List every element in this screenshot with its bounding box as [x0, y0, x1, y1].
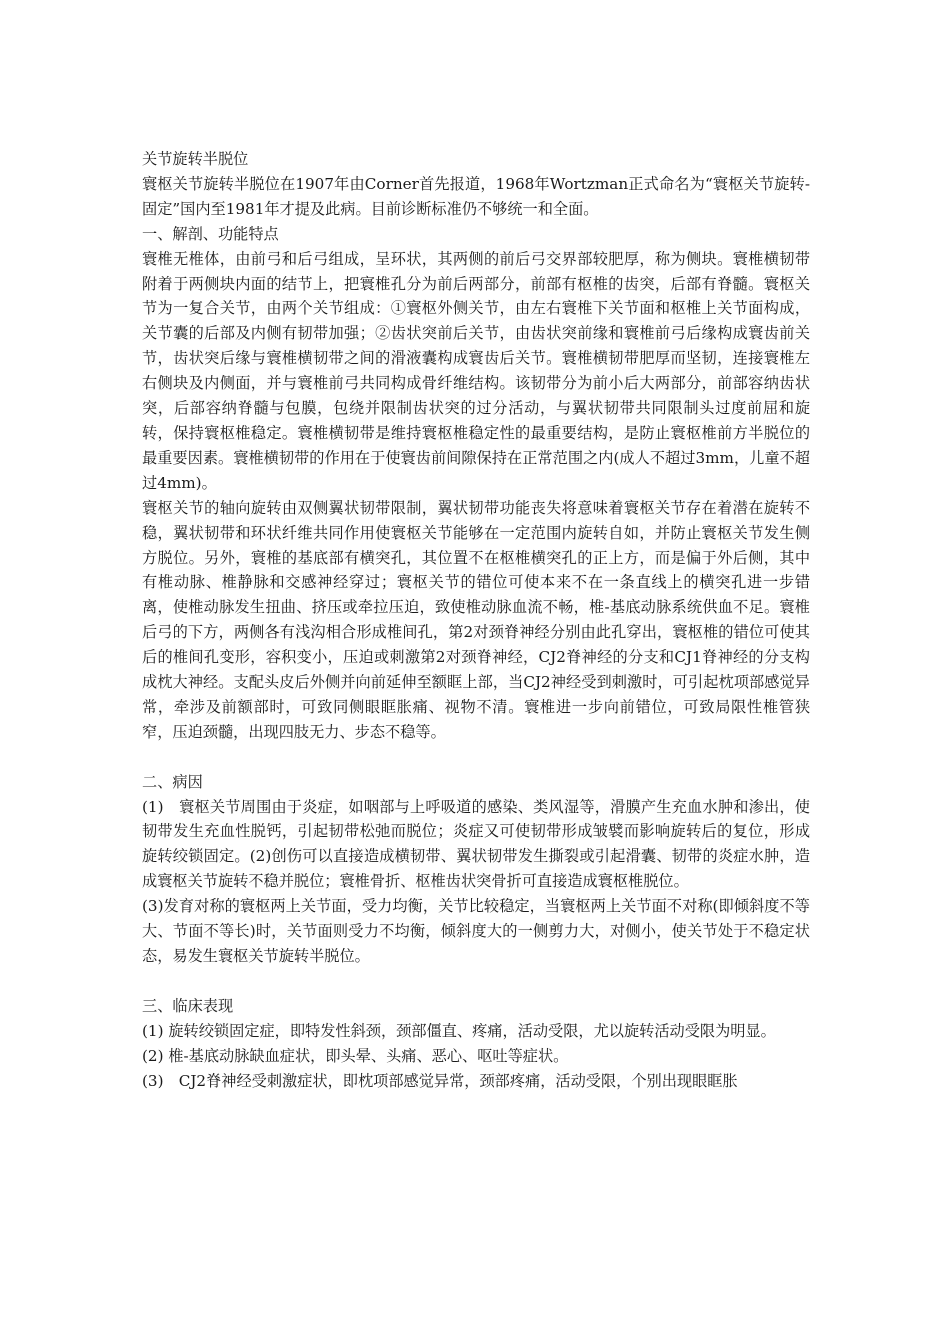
document-page	[142, 147, 810, 1093]
section3-item: (1) 旋转绞锁固定症，即特发性斜颈，颈部僵直、疼痛，活动受限，尤以旋转活动受限为明显。	[142, 1021, 776, 1040]
section1-paragraph: 寰枢关节的轴向旋转由双侧翼状韧带限制，翼状韧带功能丧失将意味着寰枢关节存在着潜在旋转不稳，翼状韧带和环状纤维共同作用使寰枢关节能够在一定范围内旋转自如，并防止寰枢关节发生侧方脱位。另外，寰椎的基底部有横突孔，其位置不在枢椎横突孔的正上方，而是偏于外后侧，其中有椎动脉、椎静脉和交感神经穿过；寰枢关节的错位可使本来不在一条直线上的横突孔进一步错离，使椎动脉发生扭曲、挤压或牵拉压迫，致使椎动脉血流不畅，椎-基底动脉系统供血不足。寰椎后弓的下方，两侧各有浅沟相合形成椎间孔，第2对颈脊神经分别由此孔穿出，寰枢椎的错位可使其后的椎间孔变形，容积变小，压迫或刺激第2对颈脊神经，CJ2脊神经的分支和CJ1脊神经的分支构成枕大神经。支配头皮后外侧并向前延伸至额眶上部，当CJ2神经受到刺激时，可引起枕项部感觉异常，牵涉及前额部时，可致同侧眼眶胀痛、视物不清。寰椎进一步向前错位，可致局限性椎管狭窄，压迫颈髓，出现四肢无力、步态不稳等。	[142, 498, 810, 741]
blank-line	[142, 745, 810, 770]
section3-heading: 三、临床表现	[142, 996, 234, 1015]
section3-item: (2) 椎-基底动脉缺血症状，即头晕、头痛、恶心、呕吐等症状。	[142, 1046, 569, 1065]
intro-paragraph: 寰枢关节旋转半脱位在1907年由Corner首先报道，1968年Wortzman正式命名为“寰枢关节旋转-固定”国内至1981年才提及此病。目前诊断标准仍不够统一和全面。	[142, 174, 810, 218]
section3-item: (3) CJ2脊神经受刺激症状，即枕项部感觉异常，颈部疼痛，活动受限，个别出现眼眶胀	[142, 1071, 738, 1090]
section2-paragraph: (1) 寰枢关节周围由于炎症，如咽部与上呼吸道的感染、类风湿等，滑膜产生充血水肿和渗出，使韧带发生充血性脱钙，引起韧带松弛而脱位；炎症又可使韧带形成皱襞而影响旋转后的复位，形成旋转绞锁固定。(2)创伤可以直接造成横韧带、翼状韧带发生撕裂或引起滑囊、韧带的炎症水肿，造成寰枢关节旋转不稳并脱位；寰椎骨折、枢椎齿状突骨折可直接造成寰枢椎脱位。	[142, 797, 810, 891]
document-title: 关节旋转半脱位	[142, 150, 249, 168]
section2-heading: 二、病因	[142, 772, 203, 791]
section1-heading: 一、解剖、功能特点	[142, 224, 279, 243]
section1-paragraph: 寰椎无椎体，由前弓和后弓组成，呈环状，其两侧的前后弓交界部较肥厚，称为侧块。寰椎横韧带附着于两侧块内面的结节上，把寰椎孔分为前后两部分，前部有枢椎的齿突，后部有脊髓。寰枢关节为一复合关节，由两个关节组成：①寰枢外侧关节，由左右寰椎下关节面和枢椎上关节面构成，关节囊的后部及内侧有韧带加强；②齿状突前后关节，由齿状突前缘和寰椎前弓后缘构成寰齿前关节，齿状突后缘与寰椎横韧带之间的滑液囊构成寰齿后关节。寰椎横韧带肥厚而坚韧，连接寰椎左右侧块及内侧面，并与寰椎前弓共同构成骨纤维结构。该韧带分为前小后大两部分，前部容纳齿状突，后部容纳脊髓与包膜，包绕并限制齿状突的过分活动，与翼状韧带共同限制头过度前屈和旋转，保持寰枢椎稳定。寰椎横韧带是维持寰枢椎稳定性的最重要结构，是防止寰枢椎前方半脱位的最重要因素。寰椎横韧带的作用在于使寰齿前间隙保持在正常范围之内(成人不超过3mm，儿童不超过4mm)。	[142, 249, 810, 492]
blank-line	[142, 969, 810, 994]
section2-paragraph: (3)发育对称的寰枢两上关节面，受力均衡，关节比较稳定，当寰枢两上关节面不对称(即倾斜度不等大、节面不等长)时，关节面则受力不均衡，倾斜度大的一侧剪力大，对侧小，使关节处于不稳定状态，易发生寰枢关节旋转半脱位。	[142, 897, 810, 965]
